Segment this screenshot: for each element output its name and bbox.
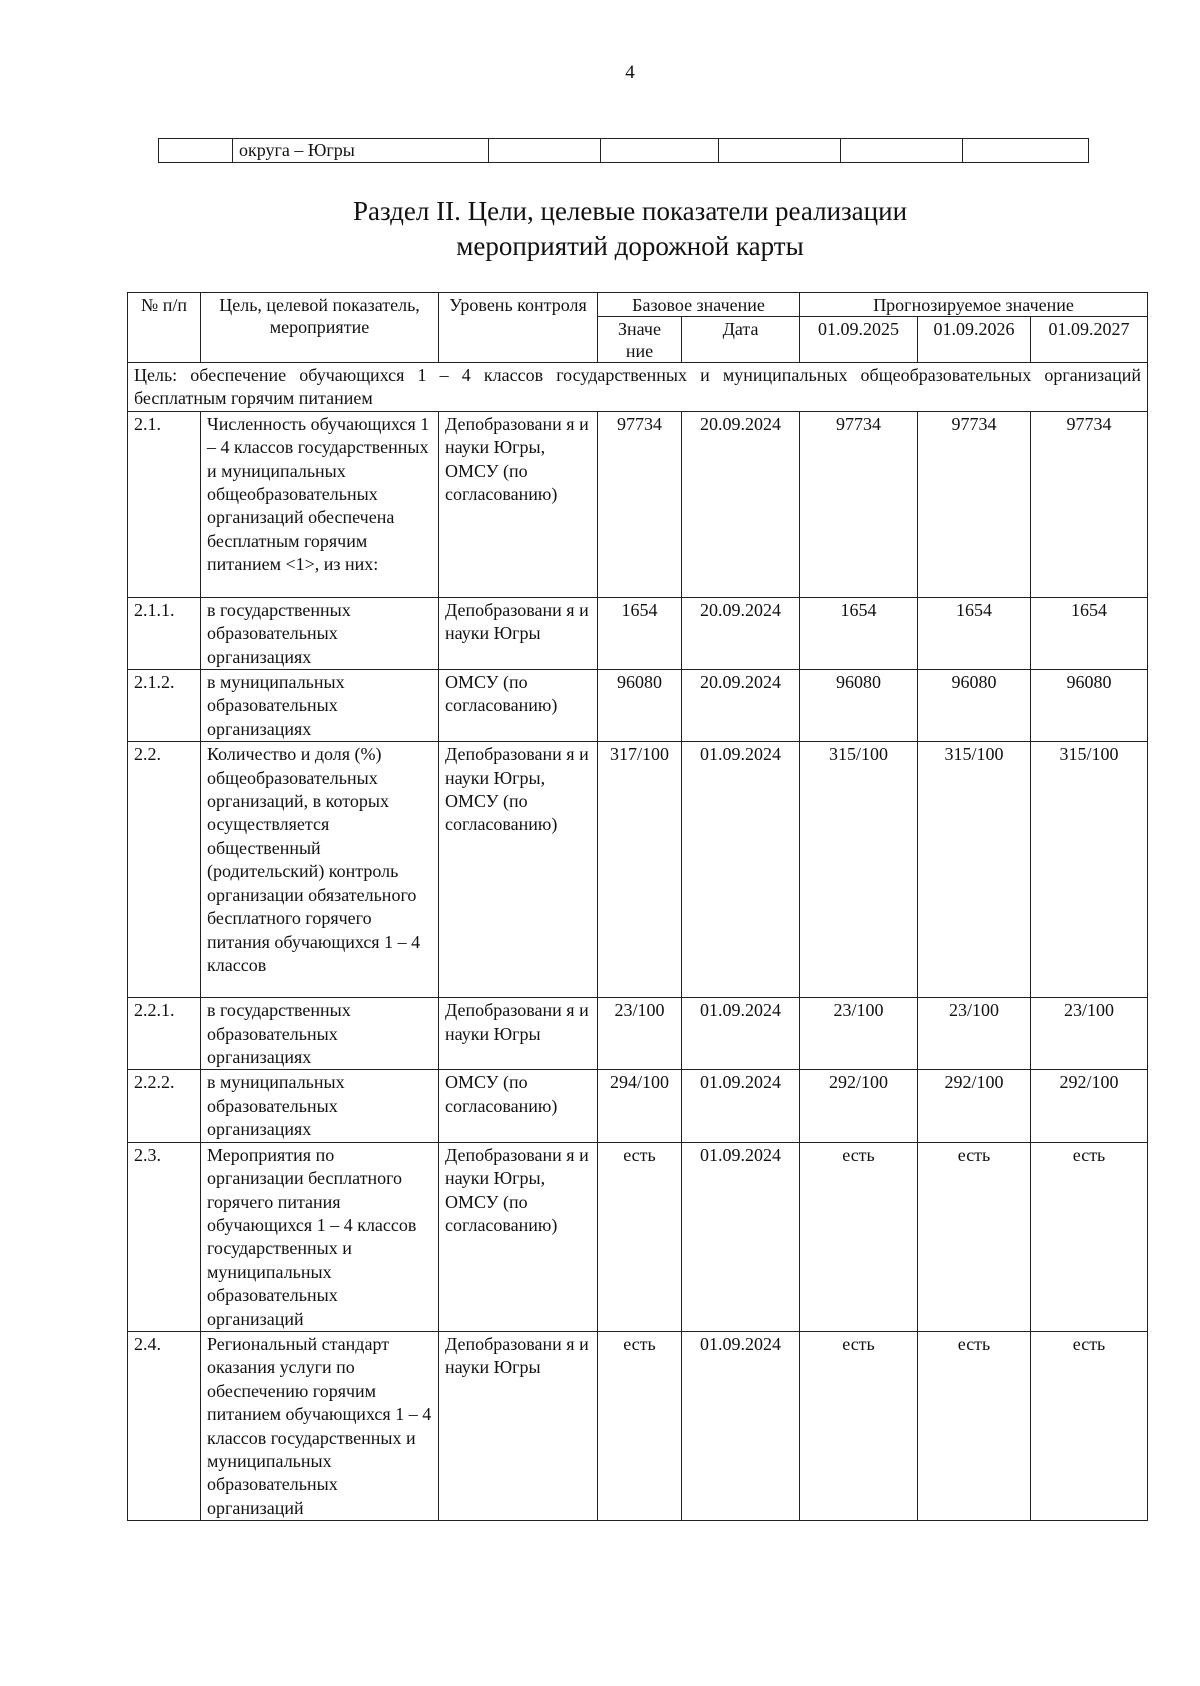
row-base-date: 20.09.2024 bbox=[682, 411, 800, 597]
row-control: Депобразовани я и науки Югры, ОМСУ (по согласованию) bbox=[439, 411, 598, 597]
row-forecast-2026: 96080 bbox=[918, 670, 1031, 742]
row-num: 2.1.2. bbox=[128, 670, 201, 742]
row-control: Депобразовани я и науки Югры bbox=[439, 597, 598, 669]
row-forecast-2025: 1654 bbox=[800, 597, 918, 669]
goal-row bbox=[128, 363, 1148, 412]
row-num: 2.2. bbox=[128, 742, 201, 998]
header-forecast-2027: 01.09.2027 bbox=[1031, 317, 1148, 363]
header-num: № п/п bbox=[128, 293, 201, 363]
table-row bbox=[128, 998, 1148, 1070]
row-forecast-2025: 96080 bbox=[800, 670, 918, 742]
row-forecast-2026: 23/100 bbox=[918, 998, 1031, 1070]
row-forecast-2025: 292/100 bbox=[800, 1070, 918, 1142]
row-forecast-2025: есть bbox=[800, 1142, 918, 1331]
table-row bbox=[128, 1142, 1148, 1331]
row-indicator: Региональный стандарт оказания услуги по обеспечению горячим питанием обучающихся 1 – 4 классов государственных и муниципальных образовательных организаций bbox=[201, 1331, 439, 1520]
header-forecast-2025: 01.09.2025 bbox=[800, 317, 918, 363]
row-base-date: 20.09.2024 bbox=[682, 670, 800, 742]
row-base-value: есть bbox=[598, 1142, 682, 1331]
header-row bbox=[128, 293, 1148, 317]
row-indicator: Мероприятия по организации бесплатного горячего питания обучающихся 1 – 4 классов государственных и муниципальных образовательных организаций bbox=[201, 1142, 439, 1331]
table-row bbox=[128, 670, 1148, 742]
table-row bbox=[128, 1331, 1148, 1520]
row-forecast-2027: есть bbox=[1031, 1142, 1148, 1331]
row-forecast-2027: 23/100 bbox=[1031, 998, 1148, 1070]
header-base-value: Значе ние bbox=[598, 317, 682, 363]
header-base-date: Дата bbox=[682, 317, 800, 363]
row-forecast-2026: есть bbox=[918, 1142, 1031, 1331]
row-base-date: 01.09.2024 bbox=[682, 998, 800, 1070]
header-control: Уровень контроля bbox=[439, 293, 598, 363]
row-control: ОМСУ (по согласованию) bbox=[439, 1070, 598, 1142]
section-title bbox=[0, 194, 1200, 264]
row-forecast-2025: 97734 bbox=[800, 411, 918, 597]
row-forecast-2027: 97734 bbox=[1031, 411, 1148, 597]
goal-text: Цель: обеспечение обучающихся 1 – 4 классов государственных и муниципальных общеобразовательных организаций бесплатным горячим питанием bbox=[128, 363, 1148, 412]
row-forecast-2026: 1654 bbox=[918, 597, 1031, 669]
row-base-date: 01.09.2024 bbox=[682, 1070, 800, 1142]
indicators-table bbox=[127, 292, 1148, 1521]
table-row bbox=[128, 411, 1148, 597]
row-forecast-2026: 292/100 bbox=[918, 1070, 1031, 1142]
row-forecast-2027: 96080 bbox=[1031, 670, 1148, 742]
row-indicator: Количество и доля (%) общеобразовательных организаций, в которых осуществляется общественный (родительский) контроль организации обязательного бесплатного горячего питания обучающихся 1 – 4 классов bbox=[201, 742, 439, 998]
row-control: Депобразовани я и науки Югры, ОМСУ (по согласованию) bbox=[439, 1142, 598, 1331]
row-forecast-2027: 1654 bbox=[1031, 597, 1148, 669]
row-num: 2.4. bbox=[128, 1331, 201, 1520]
fragment-cell: округа – Югры bbox=[233, 139, 489, 163]
row-base-value: 97734 bbox=[598, 411, 682, 597]
row-num: 2.1.1. bbox=[128, 597, 201, 669]
row-base-value: 294/100 bbox=[598, 1070, 682, 1142]
table-row bbox=[159, 139, 1089, 163]
row-indicator: в муниципальных образовательных организациях bbox=[201, 1070, 439, 1142]
row-base-value: 23/100 bbox=[598, 998, 682, 1070]
row-forecast-2025: 315/100 bbox=[800, 742, 918, 998]
row-num: 2.3. bbox=[128, 1142, 201, 1331]
header-base: Базовое значение bbox=[598, 293, 800, 317]
table-row bbox=[128, 1070, 1148, 1142]
row-num: 2.2.1. bbox=[128, 998, 201, 1070]
row-control: Депобразовани я и науки Югры, ОМСУ (по согласованию) bbox=[439, 742, 598, 998]
row-num: 2.2.2. bbox=[128, 1070, 201, 1142]
header-forecast-2026: 01.09.2026 bbox=[918, 317, 1031, 363]
row-indicator: в государственных образовательных организациях bbox=[201, 597, 439, 669]
row-base-date: 01.09.2024 bbox=[682, 1331, 800, 1520]
page-number: 4 bbox=[625, 62, 635, 83]
row-forecast-2025: есть bbox=[800, 1331, 918, 1520]
row-base-date: 01.09.2024 bbox=[682, 1142, 800, 1331]
row-forecast-2026: 97734 bbox=[918, 411, 1031, 597]
header-forecast: Прогнозируемое значение bbox=[800, 293, 1148, 317]
row-indicator: в муниципальных образовательных организациях bbox=[201, 670, 439, 742]
row-base-date: 20.09.2024 bbox=[682, 597, 800, 669]
row-num: 2.1. bbox=[128, 411, 201, 597]
row-forecast-2025: 23/100 bbox=[800, 998, 918, 1070]
table-row bbox=[128, 597, 1148, 669]
header-goal: Цель, целевой показатель, мероприятие bbox=[201, 293, 439, 363]
row-base-value: 96080 bbox=[598, 670, 682, 742]
row-indicator: в государственных образовательных организациях bbox=[201, 998, 439, 1070]
row-base-value: 317/100 bbox=[598, 742, 682, 998]
row-forecast-2027: есть bbox=[1031, 1331, 1148, 1520]
row-forecast-2027: 292/100 bbox=[1031, 1070, 1148, 1142]
section-title-line-1: Раздел II. Цели, целевые показатели реализации bbox=[352, 196, 908, 226]
row-forecast-2026: 315/100 bbox=[918, 742, 1031, 998]
row-control: ОМСУ (по согласованию) bbox=[439, 670, 598, 742]
row-base-date: 01.09.2024 bbox=[682, 742, 800, 998]
row-control: Депобразовани я и науки Югры bbox=[439, 998, 598, 1070]
row-base-value: 1654 bbox=[598, 597, 682, 669]
row-indicator: Численность обучающихся 1 – 4 классов государственных и муниципальных общеобразовательных организаций обеспечена бесплатным горячим питанием <1>, из них: bbox=[201, 411, 439, 597]
section-title-line-2: мероприятий дорожной карты bbox=[456, 231, 804, 261]
row-forecast-2027: 315/100 bbox=[1031, 742, 1148, 998]
row-base-value: есть bbox=[598, 1331, 682, 1520]
table-row bbox=[128, 742, 1148, 998]
row-control: Депобразовани я и науки Югры bbox=[439, 1331, 598, 1520]
previous-table-fragment bbox=[158, 138, 1089, 163]
row-forecast-2026: есть bbox=[918, 1331, 1031, 1520]
